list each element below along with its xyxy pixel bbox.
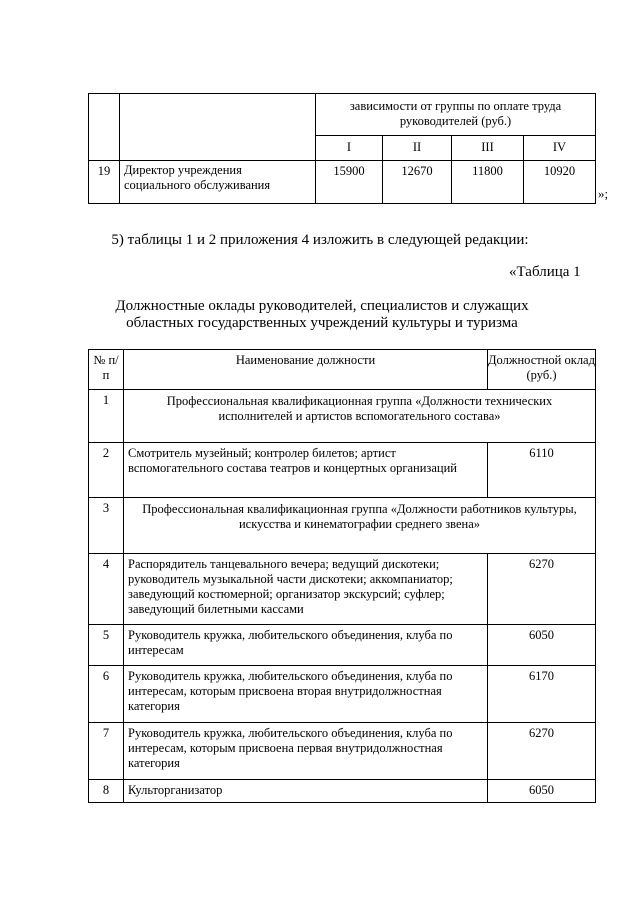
group-header-cell: зависимости от группы по оплате труда руководителей (руб.) <box>316 94 596 136</box>
group-title: Профессиональная квалификационная группа «Должности работников культуры, искусства и кинематографии среднего звена» <box>124 498 596 554</box>
closing-quote: »; <box>598 186 609 201</box>
header-name: Наименование должности <box>124 350 488 390</box>
row-number: 4 <box>89 554 124 625</box>
salary-value: 10920 <box>524 161 596 204</box>
salary-value: 15900 <box>316 161 383 204</box>
group-label: II <box>383 136 452 161</box>
group-header-row <box>89 94 596 136</box>
row-number: 8 <box>89 780 124 803</box>
row-number: 19 <box>89 161 120 204</box>
salary-value: 6110 <box>488 443 596 498</box>
row-number: 5 <box>89 625 124 666</box>
table-row <box>89 666 596 723</box>
salary-value: 6050 <box>488 625 596 666</box>
row-number: 2 <box>89 443 124 498</box>
table-row <box>89 780 596 803</box>
group-title: Профессиональная квалификационная группа «Должности технических исполнителей и артистов вспомогательного состава» <box>124 390 596 443</box>
salary-table <box>88 349 596 803</box>
group-label: III <box>452 136 524 161</box>
salary-value: 11800 <box>452 161 524 204</box>
table-row <box>89 554 596 625</box>
salary-value: 6270 <box>488 723 596 780</box>
group-row <box>89 390 596 443</box>
row-number: 7 <box>89 723 124 780</box>
amendment-paragraph: 5) таблицы 1 и 2 приложения 4 изложить в следующей редакции: <box>111 232 529 248</box>
position-name: Директор учреждения социального обслуживания <box>120 161 316 204</box>
table-reference: «Таблица 1 <box>509 264 581 280</box>
salary-value: 6050 <box>488 780 596 803</box>
header-num: № п/п <box>89 350 124 390</box>
table-row <box>89 723 596 780</box>
position-name: Смотритель музейный; контролер билетов; артист вспомогательного состава театров и концертных организаций <box>124 443 488 498</box>
position-name: Руководитель кружка, любительского объединения, клуба по интересам <box>124 625 488 666</box>
salary-value: 6170 <box>488 666 596 723</box>
position-name: Руководитель кружка, любительского объединения, клуба по интересам, которым присвоена вторая внутридолжностная категория <box>124 666 488 723</box>
table-title: Должностные оклады руководителей, специалистов и служащих областных государственных учреждений культуры и туризма <box>115 298 529 331</box>
position-name: Культорганизатор <box>124 780 488 803</box>
group-label: IV <box>524 136 596 161</box>
continuation-table <box>88 93 596 204</box>
empty-cell <box>89 94 120 161</box>
row-number: 6 <box>89 666 124 723</box>
salary-value: 6270 <box>488 554 596 625</box>
table-row <box>89 625 596 666</box>
group-row <box>89 498 596 554</box>
position-name: Руководитель кружка, любительского объединения, клуба по интересам, которым присвоена первая внутридолжностная категория <box>124 723 488 780</box>
salary-value: 12670 <box>383 161 452 204</box>
header-row <box>89 350 596 390</box>
row-number: 1 <box>89 390 124 443</box>
empty-cell <box>120 94 316 161</box>
row-number: 3 <box>89 498 124 554</box>
table-row <box>89 443 596 498</box>
header-salary: Должностной оклад (руб.) <box>488 350 596 390</box>
table-row <box>89 161 596 204</box>
position-name: Распорядитель танцевального вечера; ведущий дискотеки; руководитель музыкальной части дискотеки; аккомпаниатор; заведующий костюмерной; организатор экскурсий; суфлер; заведующий билетными кассами <box>124 554 488 625</box>
group-label: I <box>316 136 383 161</box>
